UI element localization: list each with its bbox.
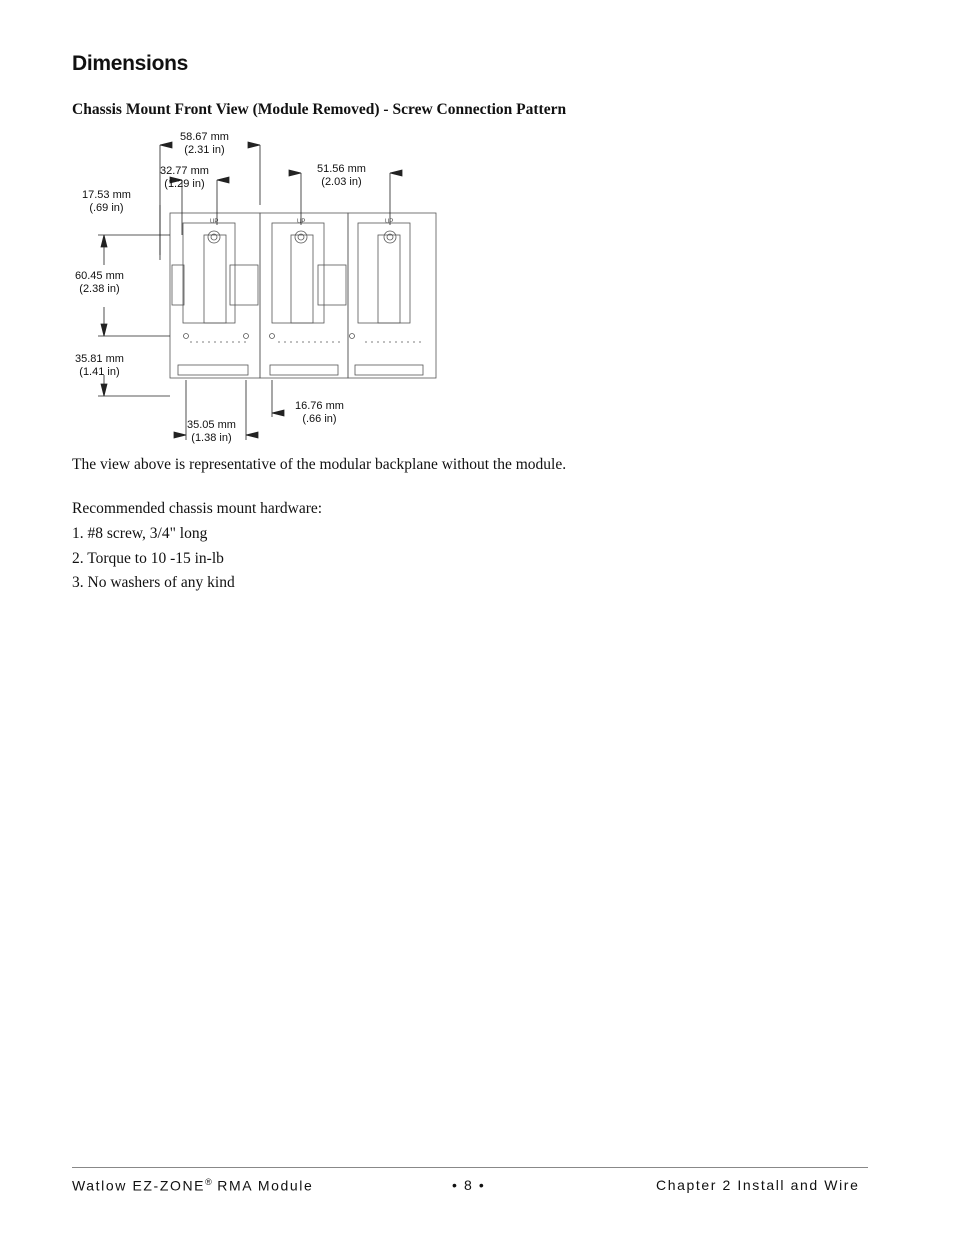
chassis-mount-diagram [60,125,460,455]
dim-17-53: 17.53 mm (.69 in) [82,189,131,214]
hardware-item-3: 3. No washers of any kind [72,574,235,591]
dim-16-76: 16.76 mm (.66 in) [295,400,344,425]
footer-page-number: • 8 • [452,1177,486,1193]
footer-rule [72,1167,868,1168]
dim-58-67: 58.67 mm (2.31 in) [180,131,229,156]
dim-35-81: 35.81 mm (1.41 in) [75,353,124,378]
hardware-item-1: 1. #8 screw, 3/4" long [72,525,208,542]
up-label-3: UP [385,219,394,225]
up-label-1: UP [210,219,219,225]
backplane-module-1 [170,213,260,378]
page-heading: Dimensions [72,52,189,75]
up-label-2: UP [297,219,306,225]
dim-32-77: 32.77 mm (1.29 in) [160,165,209,190]
dim-60-45: 60.45 mm (2.38 in) [75,270,124,295]
figure-title: Chassis Mount Front View (Module Removed) - Screw Connection Pattern [72,101,567,118]
backplane-module-3 [348,213,436,378]
footer-chapter: Chapter 2 Install and Wire [656,1177,860,1193]
footer-product: Watlow EZ-ZONE® RMA Module [72,1177,314,1194]
dim-35-05: 35.05 mm (1.38 in) [187,419,236,444]
dim-51-56: 51.56 mm (2.03 in) [317,163,366,188]
backplane-module-2 [260,213,348,378]
figure-description: The view above is representative of the modular backplane without the module. [72,456,567,473]
hardware-heading: Recommended chassis mount hardware: [72,500,323,517]
hardware-item-2: 2. Torque to 10 -15 in-lb [72,550,224,567]
